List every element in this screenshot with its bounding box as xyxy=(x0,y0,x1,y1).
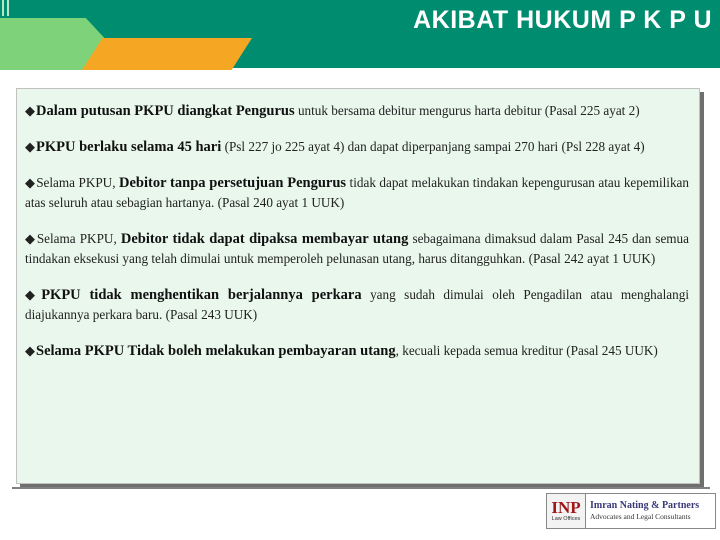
item-prefix-text: Selama PKPU, xyxy=(36,175,119,190)
list-item xyxy=(25,285,689,325)
diamond-bullet-icon: ◆ xyxy=(25,287,41,302)
logo-text xyxy=(586,494,715,528)
firm-logo xyxy=(546,493,716,529)
diamond-bullet-icon: ◆ xyxy=(25,103,35,118)
item-bold-text: PKPU tidak menghentikan berjalannya perkara xyxy=(41,287,362,303)
bottom-divider xyxy=(12,487,710,489)
item-text: tidak dapat melakukan tindakan kepengurusan atau kepemilikan atas seluruh atau sebagian hartanya. (Pasal 240 ayat 1 UUK) xyxy=(25,175,690,210)
item-bold-text: Debitor tanpa persetujuan Pengurus xyxy=(118,175,347,191)
item-text: , kecuali kepada semua kreditur (Pasal 245 UUK) xyxy=(395,343,658,358)
diamond-bullet-icon: ◆ xyxy=(25,343,35,358)
item-bold-text: PKPU berlaku selama 45 hari xyxy=(36,139,222,155)
diamond-bullet-icon: ◆ xyxy=(25,139,35,154)
list-item xyxy=(25,341,689,361)
item-bold-text: Selama PKPU Tidak boleh melakukan pembayaran utang xyxy=(36,343,396,359)
item-text: untuk bersama debitur mengurus harta debitur (Pasal 225 ayat 2) xyxy=(294,103,640,118)
item-prefix-text: Selama PKPU, xyxy=(36,231,121,246)
firm-tagline: Advocates and Legal Consultants xyxy=(590,512,691,521)
item-text: sebagaimana dimaksud dalam Pasal 245 dan semua tindakan eksekusi yang telah dimulai untuk memperoleh pelunasan utang, harus ditangguhkan. (Pasal 242 ayat 1 UUK) xyxy=(25,231,689,266)
orange-chevron-decoration xyxy=(82,38,252,70)
slide-title: AKIBAT HUKUM P K P U xyxy=(413,6,712,34)
item-bold-text: Dalam putusan PKPU diangkat Pengurus xyxy=(36,103,295,119)
logo-mark-text: INP xyxy=(551,497,581,517)
logo-mark-subtext: Law Offices xyxy=(551,515,581,522)
corner-decoration xyxy=(0,0,14,16)
firm-name: Imran Nating & Partners xyxy=(590,500,700,511)
diamond-bullet-icon: ◆ xyxy=(25,175,36,190)
diamond-bullet-icon: ◆ xyxy=(25,231,36,246)
logo-mark xyxy=(547,494,586,528)
item-bold-text: Debitor tidak dapat dipaksa membayar utang xyxy=(120,231,409,247)
item-text: yang sudah dimulai oleh Pengadilan atau menghalangi diajukannya perkara baru. (Pasal 243 UUK) xyxy=(25,287,690,322)
list-item xyxy=(25,229,689,269)
list-item xyxy=(25,173,689,213)
content-box xyxy=(16,88,700,484)
list-item xyxy=(25,137,689,157)
list-item xyxy=(25,101,689,121)
item-text: (Psl 227 jo 225 ayat 4) dan dapat diperpanjang sampai 270 hari (Psl 228 ayat 4) xyxy=(221,139,645,154)
